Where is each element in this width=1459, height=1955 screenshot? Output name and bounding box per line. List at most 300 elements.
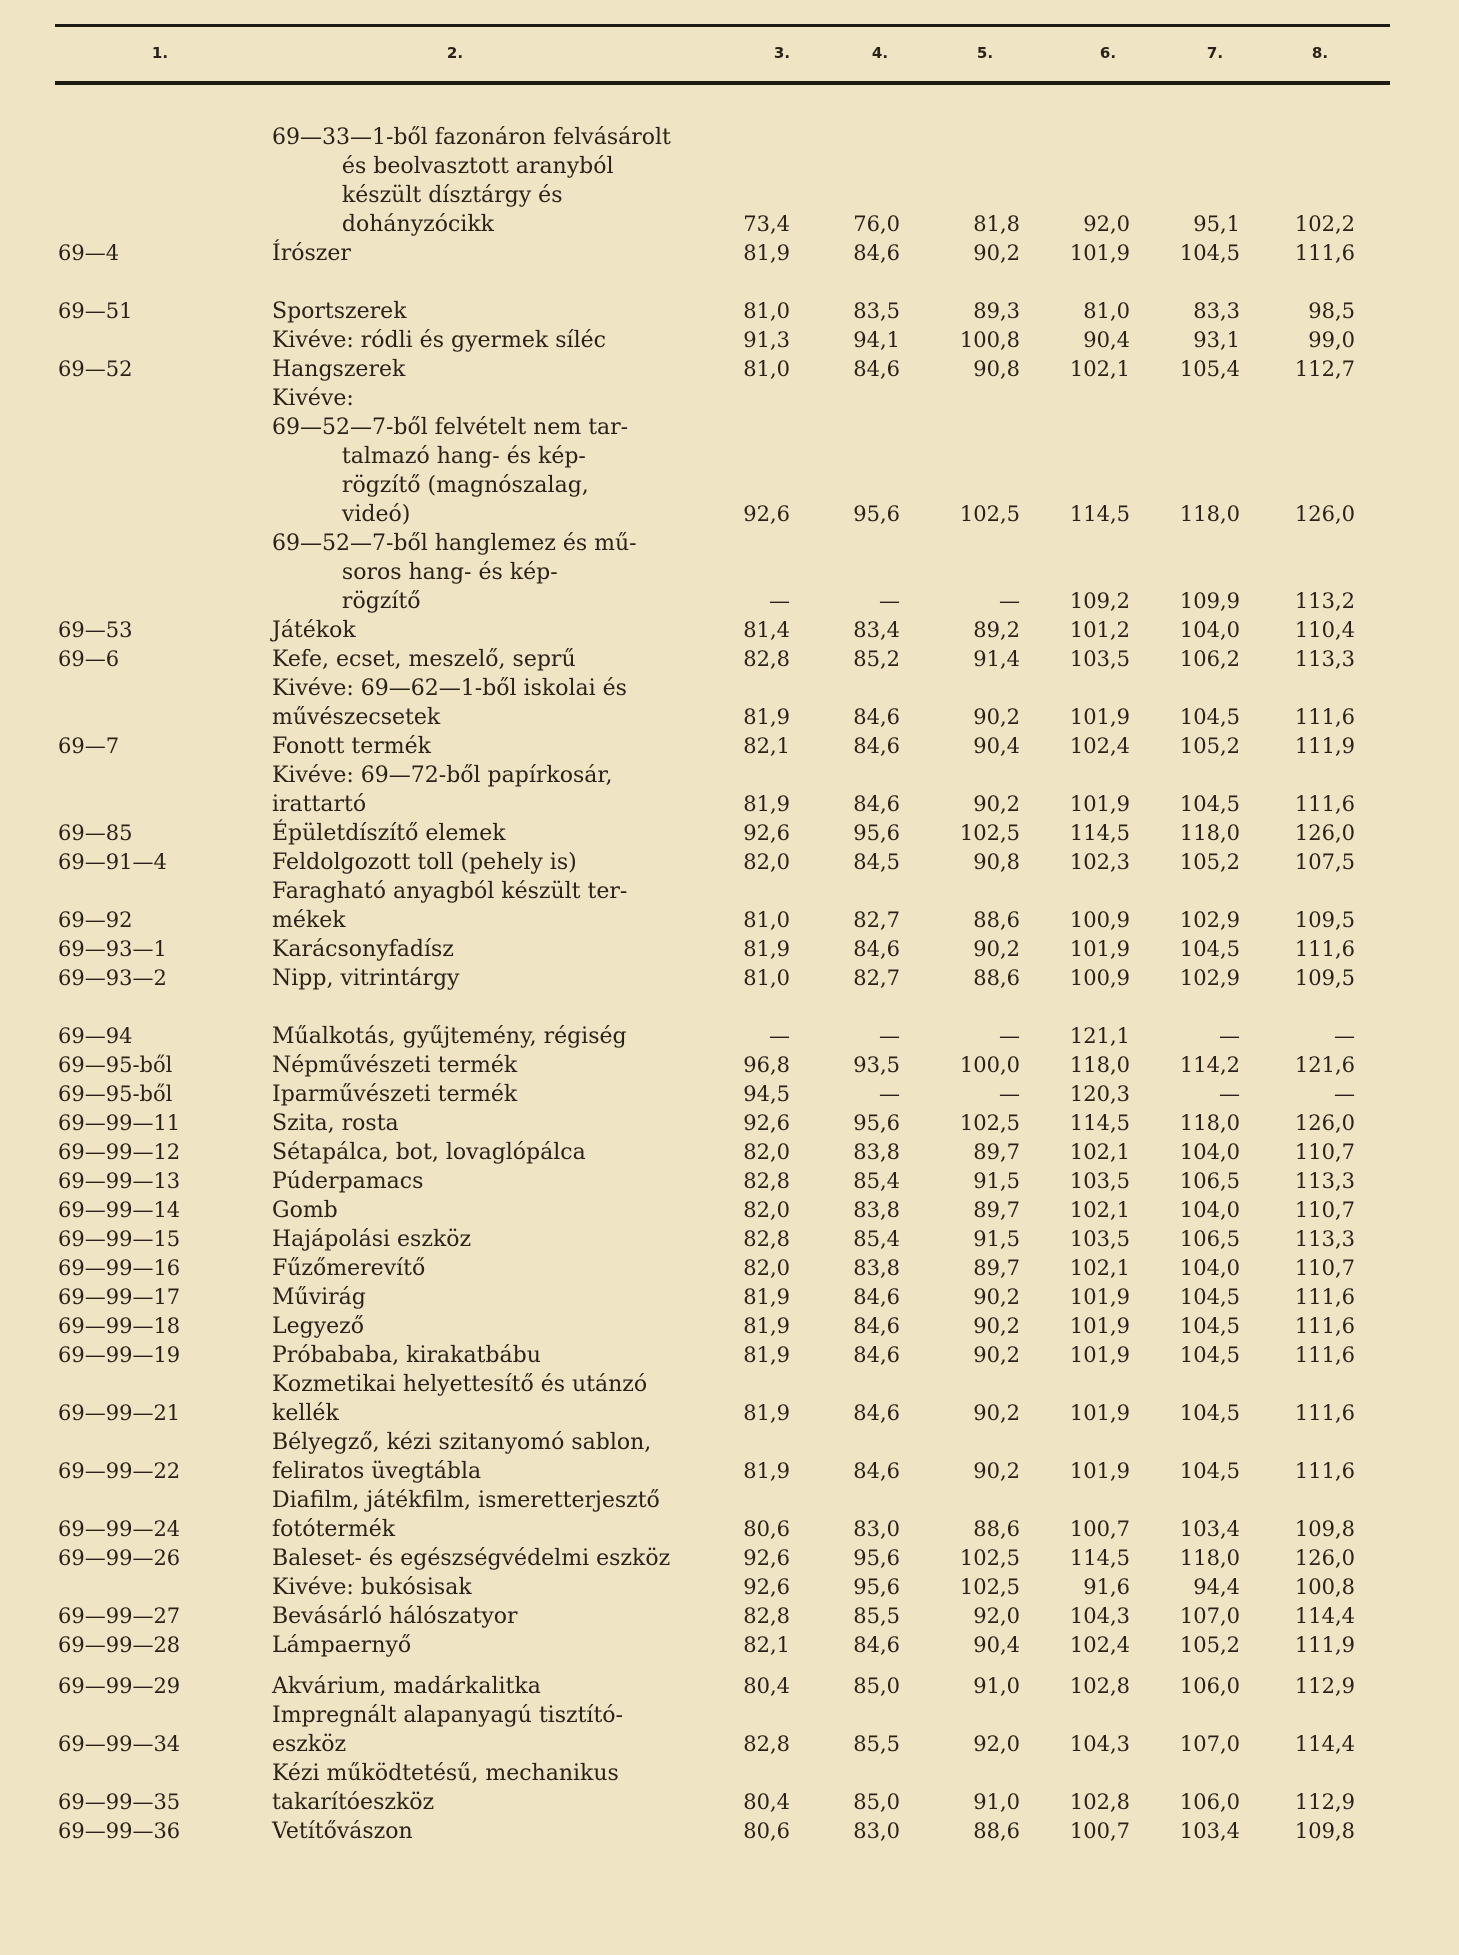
table-row — [0, 645, 1459, 674]
index-value-col-7: 104,5 — [1179, 241, 1240, 265]
index-value-col-6: 114,5 — [1069, 502, 1130, 526]
index-value-col-4: 85,4 — [853, 1169, 900, 1193]
index-value-col-5: 92,0 — [973, 1604, 1020, 1628]
index-value-col-6: 102,1 — [1069, 1256, 1130, 1280]
index-value-col-7: 106,0 — [1179, 1674, 1240, 1698]
item-description: irattartó — [272, 792, 367, 817]
item-code: 69—99—21 — [58, 1401, 181, 1425]
index-value-col-7: 105,2 — [1179, 734, 1240, 758]
top-rule — [55, 24, 1390, 27]
index-value-col-8: 111,6 — [1294, 1459, 1355, 1483]
index-value-col-4: 84,6 — [853, 1314, 900, 1338]
index-value-col-7: 104,5 — [1179, 1459, 1240, 1483]
index-value-col-3: 81,0 — [743, 966, 790, 990]
index-value-col-8: 98,5 — [1308, 299, 1355, 323]
item-description: eszköz — [272, 1732, 347, 1757]
col-header-6: 6. — [1099, 44, 1117, 62]
index-value-col-8: 126,0 — [1294, 1111, 1355, 1135]
index-value-col-5: 89,3 — [973, 299, 1020, 323]
item-code: 69—99—36 — [58, 1819, 181, 1843]
table-row — [0, 1573, 1459, 1602]
index-value-col-5: 89,2 — [973, 618, 1020, 642]
index-value-col-7: 109,9 — [1179, 589, 1240, 613]
index-value-col-6: 101,9 — [1069, 241, 1130, 265]
index-value-col-4: 84,6 — [853, 1285, 900, 1309]
index-value-col-7: 102,9 — [1179, 966, 1240, 990]
index-value-col-6: 102,3 — [1069, 850, 1130, 874]
index-value-col-6: 100,9 — [1069, 908, 1130, 932]
index-value-col-3: 82,0 — [743, 1256, 790, 1280]
item-description: Nipp, vitrintárgy — [272, 966, 460, 991]
index-value-col-8: 112,9 — [1294, 1674, 1355, 1698]
index-value-col-7: 104,0 — [1179, 618, 1240, 642]
item-code: 69—99—14 — [58, 1198, 181, 1222]
index-value-col-8: 126,0 — [1294, 821, 1355, 845]
index-value-col-6: 81,0 — [1083, 299, 1130, 323]
index-value-col-3: 81,9 — [743, 705, 790, 729]
index-value-col-4: 84,6 — [853, 705, 900, 729]
table-row — [0, 1022, 1459, 1051]
index-value-col-3: 82,1 — [743, 1633, 790, 1657]
item-code: 69—95-ből — [58, 1053, 173, 1077]
index-value-col-7: 104,5 — [1179, 1285, 1240, 1309]
col-header-4: 4. — [871, 44, 889, 62]
index-value-col-3: 92,6 — [743, 1111, 790, 1135]
index-value-col-4: 93,5 — [853, 1053, 900, 1077]
index-value-col-6: 102,4 — [1069, 734, 1130, 758]
table-row — [0, 1254, 1459, 1283]
index-value-col-3: 82,8 — [743, 647, 790, 671]
col-header-7: 7. — [1206, 44, 1224, 62]
index-value-col-3: 81,0 — [743, 357, 790, 381]
index-value-col-4: 85,5 — [853, 1604, 900, 1628]
index-value-col-7: 107,0 — [1179, 1732, 1240, 1756]
index-value-col-3: 73,4 — [743, 212, 790, 236]
index-value-col-6: 103,5 — [1069, 1227, 1130, 1251]
index-value-col-5: 90,2 — [973, 1343, 1020, 1367]
item-code: 69—99—24 — [58, 1517, 181, 1541]
table-row — [0, 935, 1459, 964]
index-value-col-6: 91,6 — [1083, 1575, 1130, 1599]
index-value-col-6: 118,0 — [1069, 1053, 1130, 1077]
index-value-col-4: 84,6 — [853, 937, 900, 961]
index-value-col-7: 105,2 — [1179, 850, 1240, 874]
index-value-col-5: 90,2 — [973, 1459, 1020, 1483]
item-description: és beolvasztott aranyból — [272, 154, 614, 179]
index-value-col-3: — — [769, 1024, 790, 1048]
item-description: 69—33—1-ből fazonáron felvásárolt — [272, 125, 671, 150]
item-code: 69—51 — [58, 299, 133, 323]
index-value-col-8: 114,4 — [1294, 1604, 1355, 1628]
index-value-col-8: 111,6 — [1294, 1401, 1355, 1425]
item-code: 69—99—28 — [58, 1633, 181, 1657]
index-value-col-5: 90,2 — [973, 705, 1020, 729]
item-description: Impregnált alapanyagú tisztító- — [272, 1703, 623, 1728]
item-description: Sportszerek — [272, 299, 407, 324]
index-value-col-6: 102,4 — [1069, 1633, 1130, 1657]
index-value-col-7: 104,5 — [1179, 1343, 1240, 1367]
table-row — [0, 964, 1459, 993]
index-value-col-7: 105,2 — [1179, 1633, 1240, 1657]
index-value-col-4: 84,6 — [853, 734, 900, 758]
table-row — [0, 1701, 1459, 1759]
col-header-2: 2. — [446, 44, 464, 62]
index-value-col-4: 85,0 — [853, 1674, 900, 1698]
index-value-col-7: 118,0 — [1179, 1546, 1240, 1570]
index-value-col-5: 88,6 — [973, 908, 1020, 932]
index-value-col-7: 107,0 — [1179, 1604, 1240, 1628]
item-code: 69—94 — [58, 1024, 133, 1048]
index-value-col-7: 95,1 — [1193, 212, 1240, 236]
item-description: Vetítővászon — [272, 1819, 413, 1844]
index-value-col-8: 111,6 — [1294, 937, 1355, 961]
index-value-col-4: 83,4 — [853, 618, 900, 642]
item-description: Iparművészeti termék — [272, 1082, 518, 1107]
index-value-col-4: — — [879, 1082, 900, 1106]
item-code: 69—93—2 — [58, 966, 167, 990]
index-value-col-7: 83,3 — [1193, 299, 1240, 323]
index-value-col-3: 82,1 — [743, 734, 790, 758]
index-value-col-5: 102,5 — [959, 821, 1020, 845]
item-description: dohányzócikk — [272, 212, 494, 237]
index-value-col-5: — — [999, 1024, 1020, 1048]
item-description: rögzítő — [272, 589, 421, 614]
index-value-col-3: 96,8 — [743, 1053, 790, 1077]
table-row — [0, 1051, 1459, 1080]
index-value-col-6: 103,5 — [1069, 1169, 1130, 1193]
item-description: Kivéve: 69—72-ből papírkosár, — [272, 763, 613, 788]
index-value-col-7: 105,4 — [1179, 357, 1240, 381]
index-value-col-3: 92,6 — [743, 1546, 790, 1570]
index-value-col-4: 85,5 — [853, 1732, 900, 1756]
index-value-col-5: 89,7 — [973, 1198, 1020, 1222]
table-row — [0, 1370, 1459, 1428]
index-value-col-8: 109,8 — [1294, 1517, 1355, 1541]
index-value-col-8: 111,6 — [1294, 1314, 1355, 1338]
index-value-col-7: 104,5 — [1179, 1401, 1240, 1425]
index-value-col-7: 106,5 — [1179, 1169, 1240, 1193]
index-value-col-5: 102,5 — [959, 502, 1020, 526]
item-description: Kozmetikai helyettesítő és utánzó — [272, 1372, 648, 1397]
item-description: Műalkotás, gyűjtemény, régiség — [272, 1024, 627, 1049]
index-value-col-3: 81,9 — [743, 1314, 790, 1338]
item-code: 69—99—34 — [58, 1732, 181, 1756]
index-value-col-4: 84,6 — [853, 357, 900, 381]
index-value-col-4: 85,0 — [853, 1790, 900, 1814]
item-description: Púderpamacs — [272, 1169, 424, 1194]
index-value-col-6: 101,9 — [1069, 1314, 1130, 1338]
index-value-col-4: 83,8 — [853, 1256, 900, 1280]
item-code: 69—99—13 — [58, 1169, 181, 1193]
item-description: Lámpaernyő — [272, 1633, 412, 1658]
index-value-col-7: 94,4 — [1193, 1575, 1240, 1599]
index-value-col-3: 81,9 — [743, 1285, 790, 1309]
index-value-col-6: 114,5 — [1069, 821, 1130, 845]
table-row — [0, 384, 1459, 529]
index-value-col-8: 99,0 — [1308, 328, 1355, 352]
item-description: Épületdíszítő elemek — [272, 821, 506, 846]
item-code: 69—99—27 — [58, 1604, 181, 1628]
item-description: Művirág — [272, 1285, 366, 1310]
index-value-col-7: — — [1219, 1024, 1240, 1048]
index-value-col-3: 92,6 — [743, 502, 790, 526]
item-description: videó) — [272, 502, 411, 527]
table-row — [0, 1341, 1459, 1370]
item-description: fotótermék — [272, 1517, 396, 1542]
index-value-col-4: 95,6 — [853, 502, 900, 526]
item-description: kellék — [272, 1401, 339, 1426]
item-description: Fűzőmerevítő — [272, 1256, 426, 1281]
index-value-col-4: 84,6 — [853, 241, 900, 265]
index-value-col-4: 84,6 — [853, 1633, 900, 1657]
item-description: Fonott termék — [272, 734, 431, 759]
index-value-col-5: 81,8 — [973, 212, 1020, 236]
item-code: 69—93—1 — [58, 937, 167, 961]
index-value-col-6: 101,9 — [1069, 792, 1130, 816]
index-value-col-7: 104,0 — [1179, 1198, 1240, 1222]
item-code: 69—99—12 — [58, 1140, 181, 1164]
table-row — [0, 1759, 1459, 1817]
index-value-col-5: 88,6 — [973, 966, 1020, 990]
table-row — [0, 326, 1459, 355]
index-value-col-5: — — [999, 1082, 1020, 1106]
item-code: 69—99—35 — [58, 1790, 181, 1814]
index-value-col-7: 114,2 — [1179, 1053, 1240, 1077]
index-value-col-4: 95,6 — [853, 1575, 900, 1599]
index-value-col-6: 92,0 — [1083, 212, 1130, 236]
index-value-col-8: 111,9 — [1294, 1633, 1355, 1657]
index-value-col-4: 83,0 — [853, 1819, 900, 1843]
table-row — [0, 1817, 1459, 1846]
item-description: mékek — [272, 908, 346, 933]
index-value-col-7: 103,4 — [1179, 1819, 1240, 1843]
table-row — [0, 1080, 1459, 1109]
item-description: Kivéve: bukósisak — [272, 1575, 472, 1600]
table-row — [0, 732, 1459, 761]
index-value-col-3: 82,0 — [743, 1198, 790, 1222]
item-code: 69—85 — [58, 821, 133, 845]
item-code: 69—53 — [58, 618, 133, 642]
index-value-col-6: 102,1 — [1069, 357, 1130, 381]
item-description: 69—52—7-ből felvételt nem tar- — [272, 415, 629, 440]
index-value-col-4: 76,0 — [853, 212, 900, 236]
index-value-col-6: 104,3 — [1069, 1604, 1130, 1628]
index-value-col-6: 100,7 — [1069, 1517, 1130, 1541]
item-description: takarítóeszköz — [272, 1790, 435, 1815]
index-value-col-8: 110,7 — [1294, 1256, 1355, 1280]
table-row — [0, 1225, 1459, 1254]
table-row — [0, 1672, 1459, 1701]
item-description: Kivéve: — [272, 386, 354, 411]
index-value-col-8: 126,0 — [1294, 502, 1355, 526]
index-value-col-4: 95,6 — [853, 821, 900, 845]
index-value-col-6: 102,1 — [1069, 1198, 1130, 1222]
index-value-col-6: 101,9 — [1069, 1401, 1130, 1425]
table-row — [0, 1428, 1459, 1486]
index-value-col-5: 90,8 — [973, 357, 1020, 381]
index-value-col-5: 90,2 — [973, 1401, 1020, 1425]
index-value-col-5: 102,5 — [959, 1575, 1020, 1599]
index-value-col-8: 126,0 — [1294, 1546, 1355, 1570]
index-value-col-6: 109,2 — [1069, 589, 1130, 613]
item-code: 69—52 — [58, 357, 133, 381]
index-value-col-8: 110,7 — [1294, 1198, 1355, 1222]
item-code: 69—4 — [58, 241, 120, 265]
index-value-col-7: 104,0 — [1179, 1256, 1240, 1280]
item-description: talmazó hang- és kép- — [272, 444, 586, 469]
index-value-col-4: 85,2 — [853, 647, 900, 671]
index-value-col-8: 112,9 — [1294, 1790, 1355, 1814]
index-value-col-7: 104,0 — [1179, 1140, 1240, 1164]
table-row — [0, 1544, 1459, 1573]
item-description: Diafilm, játékfilm, ismeretterjesztő — [272, 1488, 660, 1513]
item-code: 69—6 — [58, 647, 120, 671]
table-row — [0, 674, 1459, 732]
index-value-col-7: 104,5 — [1179, 937, 1240, 961]
index-value-col-5: 90,2 — [973, 241, 1020, 265]
index-value-col-6: 102,8 — [1069, 1790, 1130, 1814]
index-value-col-7: 118,0 — [1179, 1111, 1240, 1135]
index-value-col-5: 91,0 — [973, 1674, 1020, 1698]
index-value-col-4: 84,6 — [853, 792, 900, 816]
item-code: 69—91—4 — [58, 850, 167, 874]
item-description: Kivéve: 69—62—1-ből iskolai és — [272, 676, 627, 701]
table-row — [0, 877, 1459, 935]
index-value-col-4: 84,6 — [853, 1401, 900, 1425]
index-value-col-7: 104,5 — [1179, 705, 1240, 729]
index-value-col-3: — — [769, 589, 790, 613]
table-row — [0, 1138, 1459, 1167]
item-description: Baleset- és egészségvédelmi eszköz — [272, 1546, 671, 1571]
index-value-col-8: 102,2 — [1294, 212, 1355, 236]
item-description: feliratos üvegtábla — [272, 1459, 482, 1484]
index-value-col-3: 80,6 — [743, 1517, 790, 1541]
index-value-col-6: 114,5 — [1069, 1546, 1130, 1570]
index-value-col-6: 120,3 — [1069, 1082, 1130, 1106]
col-header-1: 1. — [151, 44, 169, 62]
index-value-col-7: 106,2 — [1179, 647, 1240, 671]
index-value-col-8: 100,8 — [1294, 1575, 1355, 1599]
index-value-col-8: 111,6 — [1294, 1343, 1355, 1367]
item-code: 69—95-ből — [58, 1082, 173, 1106]
item-code: 69—7 — [58, 734, 120, 758]
index-value-col-4: — — [879, 589, 900, 613]
item-description: Kefe, ecset, meszelő, seprű — [272, 647, 576, 672]
index-value-col-5: 88,6 — [973, 1517, 1020, 1541]
item-description: Hajápolási eszköz — [272, 1227, 472, 1252]
index-value-col-4: 83,8 — [853, 1198, 900, 1222]
index-value-col-3: 92,6 — [743, 1575, 790, 1599]
index-value-col-5: 91,4 — [973, 647, 1020, 671]
item-description: Hangszerek — [272, 357, 406, 382]
index-value-col-6: 101,2 — [1069, 618, 1130, 642]
index-value-col-8: 121,6 — [1294, 1053, 1355, 1077]
index-value-col-8: 111,6 — [1294, 705, 1355, 729]
table-row — [0, 1109, 1459, 1138]
index-value-col-6: 101,9 — [1069, 1285, 1130, 1309]
item-code: 69—99—29 — [58, 1674, 181, 1698]
item-description: Kézi működtetésű, mechanikus — [272, 1761, 619, 1786]
index-value-col-5: 89,7 — [973, 1140, 1020, 1164]
index-value-col-3: 81,0 — [743, 299, 790, 323]
table-row — [0, 616, 1459, 645]
item-description: soros hang- és kép- — [272, 560, 558, 585]
index-value-col-4: 95,6 — [853, 1546, 900, 1570]
index-value-col-8: 107,5 — [1294, 850, 1355, 874]
index-value-col-3: 81,9 — [743, 241, 790, 265]
item-description: Népművészeti termék — [272, 1053, 518, 1078]
header-rule — [55, 81, 1390, 85]
table-row — [0, 123, 1459, 239]
index-value-col-6: 121,1 — [1069, 1024, 1130, 1048]
table-row — [0, 1312, 1459, 1341]
index-value-col-8: 113,2 — [1294, 589, 1355, 613]
index-value-col-8: 113,3 — [1294, 1169, 1355, 1193]
index-value-col-5: 102,5 — [959, 1111, 1020, 1135]
index-value-col-5: 88,6 — [973, 1819, 1020, 1843]
index-value-col-3: 82,8 — [743, 1169, 790, 1193]
item-code: 69—99—19 — [58, 1343, 181, 1367]
index-value-col-6: 102,8 — [1069, 1674, 1130, 1698]
index-value-col-6: 102,1 — [1069, 1140, 1130, 1164]
index-value-col-5: 100,8 — [959, 328, 1020, 352]
index-value-col-7: 102,9 — [1179, 908, 1240, 932]
item-code: 69—99—22 — [58, 1459, 181, 1483]
index-value-col-8: 111,6 — [1294, 792, 1355, 816]
index-value-col-3: 94,5 — [743, 1082, 790, 1106]
item-description: 69—52—7-ből hanglemez és mű- — [272, 531, 637, 556]
index-value-col-5: 102,5 — [959, 1546, 1020, 1570]
index-value-col-4: 95,6 — [853, 1111, 900, 1135]
item-code: 69—99—26 — [58, 1546, 181, 1570]
table-row — [0, 529, 1459, 616]
table-row — [0, 848, 1459, 877]
item-description: Kivéve: ródli és gyermek síléc — [272, 328, 606, 353]
index-value-col-7: — — [1219, 1082, 1240, 1106]
index-value-col-7: 103,4 — [1179, 1517, 1240, 1541]
table-row — [0, 819, 1459, 848]
index-value-col-7: 106,0 — [1179, 1790, 1240, 1814]
index-value-col-6: 114,5 — [1069, 1111, 1130, 1135]
index-value-col-5: 100,0 — [959, 1053, 1020, 1077]
index-value-col-4: 84,6 — [853, 1459, 900, 1483]
item-code: 69—99—15 — [58, 1227, 181, 1251]
index-value-col-3: 91,3 — [743, 328, 790, 352]
index-value-col-8: 109,5 — [1294, 966, 1355, 990]
index-value-col-3: 82,8 — [743, 1227, 790, 1251]
index-value-col-3: 92,6 — [743, 821, 790, 845]
index-value-col-3: 81,9 — [743, 792, 790, 816]
index-value-col-3: 80,4 — [743, 1790, 790, 1814]
index-value-col-5: 90,2 — [973, 1285, 1020, 1309]
item-description: Gomb — [272, 1198, 338, 1223]
item-description: Szita, rosta — [272, 1111, 399, 1136]
item-description: Próbababa, kirakatbábu — [272, 1343, 541, 1368]
item-description: Karácsonyfadísz — [272, 937, 454, 962]
index-value-col-6: 100,7 — [1069, 1819, 1130, 1843]
index-value-col-7: 106,5 — [1179, 1227, 1240, 1251]
index-value-col-5: 90,8 — [973, 850, 1020, 874]
index-value-col-3: 81,9 — [743, 937, 790, 961]
index-value-col-3: 81,0 — [743, 908, 790, 932]
index-value-col-5: 90,4 — [973, 1633, 1020, 1657]
index-value-col-8: 113,3 — [1294, 647, 1355, 671]
index-value-col-7: 104,5 — [1179, 792, 1240, 816]
index-value-col-6: 103,5 — [1069, 647, 1130, 671]
index-value-col-3: 82,0 — [743, 850, 790, 874]
index-value-col-4: 83,0 — [853, 1517, 900, 1541]
index-value-col-8: — — [1334, 1082, 1355, 1106]
